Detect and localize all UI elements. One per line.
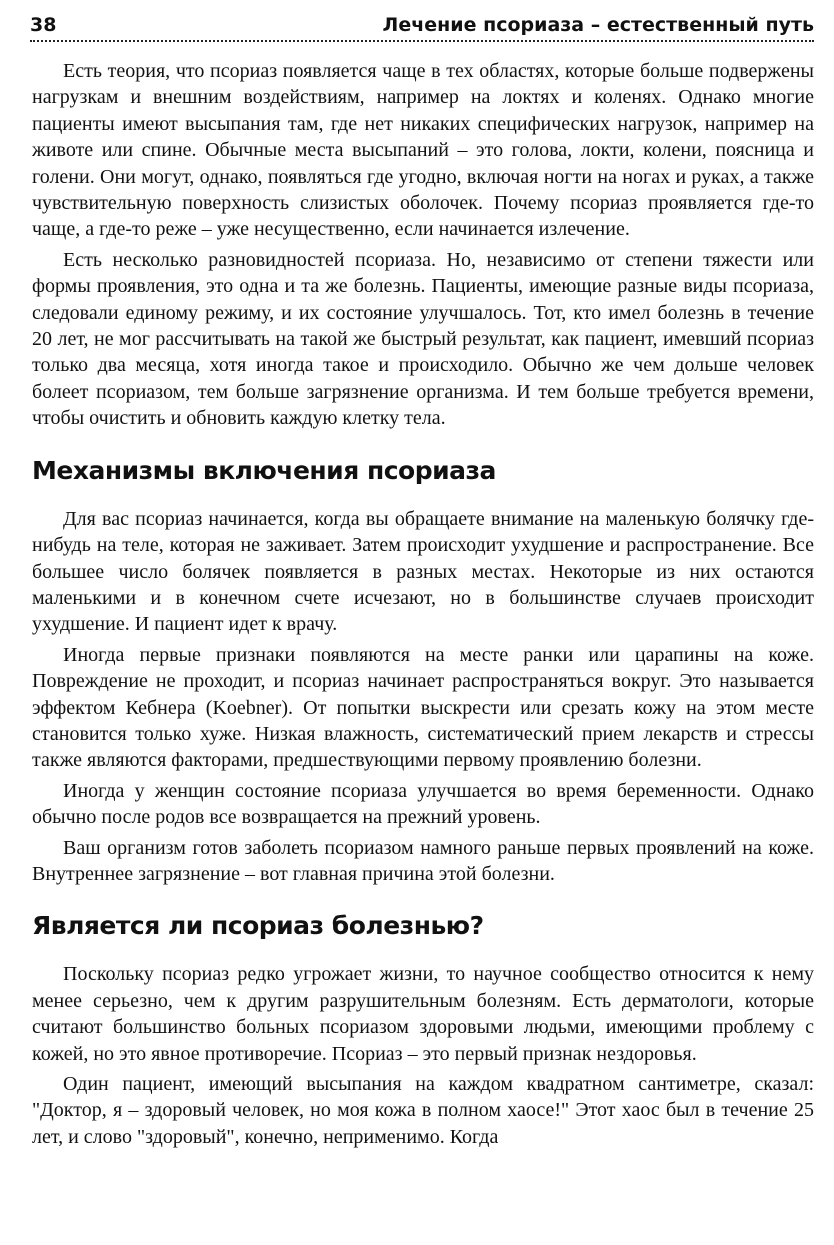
- paragraph: Для вас псориаз начинается, когда вы обращаете внимание на маленькую болячку где-нибудь на теле, которая не заживает. Затем происходит ухудшение и распространение. Все большее число болячек появляется в разных местах. Некоторые из них остаются маленькими и в конечном счете исчезают, но в большинстве случаев происходит ухудшение. И пациент идет к врачу.: [32, 507, 814, 636]
- paragraph: Есть теория, что псориаз появляется чаще в тех областях, которые больше подвержены нагрузкам и внешним воздействиям, например на локтях и коленях. Однако многие пациенты имеют высыпания там, где нет никаких специфических нагрузок, например на животе или спине. Обычные места высыпаний – это голова, локти, колени, поясница и голени. Они могут, однако, появляться где угодно, включая ногти на ногах и руках, а также чувствительную поверхность слизистых оболочек. Почему псориаз проявляется где-то чаще, а где-то реже – уже несущественно, если начинается излечение.: [32, 60, 814, 241]
- running-header: [30, 8, 814, 42]
- body-text: [32, 58, 814, 1154]
- paragraph: Иногда у женщин состояние псориаза улучшается во время беременности. Однако обычно после родов все возвращается на прежний уровень.: [32, 779, 814, 829]
- paragraph: Есть несколько разновидностей псориаза. Но, независимо от степени тяжести или формы проявления, это одна и та же болезнь. Пациенты, имеющие разные виды псориаза, следовали единому режиму, и их состояние улучшалось. Тот, кто имел болезнь в течение 20 лет, не мог рассчитывать на такой же быстрый результат, как пациент, имевший псориаз только два месяца, хотя иногда такое и происходило. Обычно же чем дольше человек болеет псориазом, тем больше загрязнение организма. И тем больше требуется времени, чтобы очистить и обновить каждую клетку тела.: [32, 248, 814, 430]
- running-title: Лечение псориаза – естественный путь: [382, 14, 814, 36]
- paragraph: Поскольку псориаз редко угрожает жизни, то научное сообщество относится к нему менее серьезно, чем к другим разрушительным болезням. Есть дерматологи, которые считают большинство больных псориазом здоровыми людьми, имеющими проблему с кожей, но это явное противоречие. Псориаз – это первый признак нездоровья.: [32, 963, 814, 1065]
- paragraph: Один пациент, имеющий высыпания на каждом квадратном сантиметре, сказал: "Доктор, я – здоровый человек, но моя кожа в полном хаосе!" Этот хаос был в течение 25 лет, и слово "здоровый", конечно, неприменимо. Когда: [32, 1073, 814, 1148]
- section-heading: Механизмы включения псориаза: [32, 455, 496, 485]
- paragraph: Ваш организм готов заболеть псориазом намного раньше первых проявлений на коже. Внутреннее загрязнение – вот главная причина этой болезни.: [32, 836, 814, 885]
- paragraph: Иногда первые признаки появляются на месте ранки или царапины на коже. Повреждение не проходит, и псориаз начинает распространяться вокруг. Это называется эффектом Кебнера (Koebner). От попытки выскрести или срезать кожу на этом месте становится только хуже. Низкая влажность, систематический прием лекарств и стрессы также являются факторами, предшествующими первому проявлению болезни.: [32, 643, 814, 772]
- page-number: 38: [30, 14, 57, 36]
- section-heading: Является ли псориаз болезнью?: [32, 911, 484, 941]
